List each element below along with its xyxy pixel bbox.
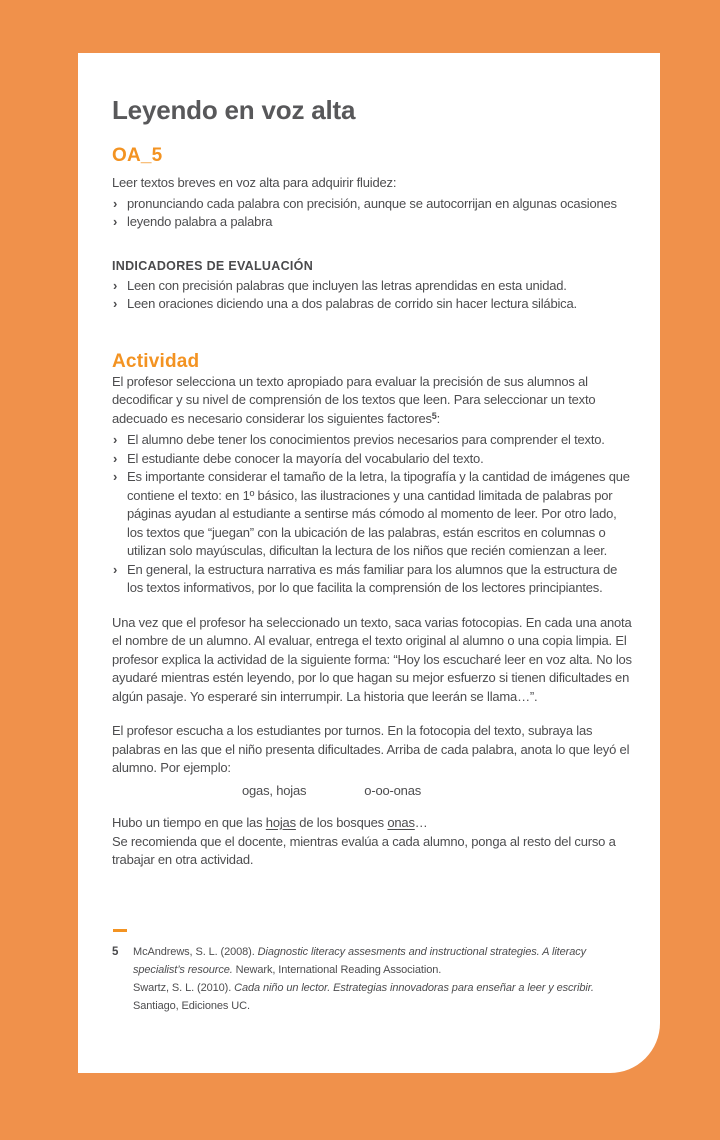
actividad-paragraph-2: El profesor escucha a los estudiantes por turnos. En la fotocopia del texto, subraya las palabras en las que el niño presenta dificultades. Arriba de cada palabra, anota lo que leyó el alumno. Por ejemplo: <box>112 723 630 775</box>
bullet-item <box>112 450 633 469</box>
sample-sentence <box>112 814 633 833</box>
bullet-item <box>112 295 633 314</box>
reference-publisher: Newark, International Reading Association. <box>232 964 442 976</box>
sample-underlined-word: onas <box>387 815 415 830</box>
actividad-intro-colon: : <box>436 410 441 426</box>
bullet-icon: › <box>113 296 118 311</box>
bullet-icon: › <box>113 561 118 577</box>
bullet-icon: › <box>113 432 118 447</box>
indicadores-bullet-list <box>112 277 633 314</box>
bullet-text: El estudiante debe conocer la mayoría del vocabulario del texto. <box>127 450 484 466</box>
reference-title: Diagnostic literacy assesments and instructional strategies. A literacy specialist’s resource. <box>133 946 587 976</box>
bullet-icon: › <box>113 195 118 211</box>
bullet-icon: › <box>113 277 118 293</box>
bullet-text: En general, la estructura narrativa es más familiar para los alumnos que la estructura de los textos informativos, por lo que facilita la comprensión de los lectores principiantes. <box>127 561 618 595</box>
actividad-paragraph-3: Se recomienda que el docente, mientras evalúa a cada alumno, ponga al resto del curso a trabajar en otra actividad. <box>112 833 616 867</box>
sample-text: … <box>414 815 428 830</box>
document-page <box>78 53 660 1073</box>
actividad-bullet-list <box>112 431 633 598</box>
footnote-reference-2 <box>133 979 633 1015</box>
bullet-text: El alumno debe tener los conocimientos previos necesarios para comprender el texto. <box>127 432 605 447</box>
footnote-reference-marker: 5 <box>431 410 437 421</box>
bullet-item <box>112 431 633 450</box>
example-line <box>112 782 633 801</box>
bullet-text: Leen con precisión palabras que incluyen las letras aprendidas en esta unidad. <box>127 277 567 293</box>
oa-heading: OA_5 <box>112 145 163 166</box>
actividad-paragraph-1: Una vez que el profesor ha seleccionado un texto, saca varias fotocopias. En cada una anota el nombre de un alumno. Al evaluar, entrega el texto original al alumno o una copia limpia. El profesor explica la actividad de la siguiente forma: “Hoy los escucharé leer en voz alta. No los ayudaré mientras estén leyendo, por lo que hagan su mejor esfuerzo si tienen dificultades en algún pasaje. Yo esperaré sin interrumpir. La historia que leerán se llama…”. <box>112 614 632 704</box>
bullet-text: Es importante considerar el tamaño de la letra, la tipografía y la cantidad de imágenes que contiene el texto: en 1º básico, las ilustraciones y una cantidad limitada de palabras por páginas ayudan al estudiante a sentirse más cómodo al momento de leer. Por otro lado, los textos que “juegan” con la ubicación de las palabras, están escritos en columnas o utilizan solo mayúsculas, dificultan la lectura de los niños que recién comienzan a leer. <box>127 469 630 558</box>
indicadores-heading: INDICADORES DE EVALUACIÓN <box>112 258 314 273</box>
bullet-item <box>112 561 633 598</box>
bullet-item <box>112 468 633 561</box>
bullet-text: leyendo palabra a palabra <box>127 214 273 229</box>
footnote-row <box>112 943 633 1015</box>
bullet-icon: › <box>113 469 118 484</box>
reference-author: McAndrews, S. L. (2008). <box>133 946 258 958</box>
bullet-icon: › <box>113 214 118 229</box>
sample-text: Hubo un tiempo en que las <box>112 815 266 830</box>
footnote-divider <box>113 929 127 932</box>
document-content <box>78 53 660 870</box>
bullet-item <box>112 277 633 296</box>
example-word-left: ogas, hojas <box>242 782 307 798</box>
actividad-heading: Actividad <box>112 350 200 372</box>
sample-text: de los bosques <box>295 815 388 830</box>
footnote-reference-1 <box>133 943 633 979</box>
reference-publisher: Santiago, Ediciones UC. <box>133 1000 250 1012</box>
bullet-icon: › <box>113 450 118 466</box>
reference-title: Cada niño un lector. Estrategias innovadoras para enseñar a leer y escribir. <box>234 982 594 994</box>
actividad-intro-text: El profesor selecciona un texto apropiado para evaluar la precisión de sus alumnos al decodificar y su nivel de comprensión de los textos que leen. Para seleccionar un texto adecuado es necesario considerar los siguientes factores <box>112 373 596 426</box>
sample-underlined-word: hojas <box>265 815 296 830</box>
page-title: Leyendo en voz alta <box>112 95 356 125</box>
bullet-item <box>112 195 633 214</box>
example-word-right: o-oo-onas <box>364 782 422 798</box>
actividad-intro <box>112 373 633 430</box>
oa-bullet-list <box>112 195 633 232</box>
bullet-text: pronunciando cada palabra con precisión, aunque se autocorrijan en algunas ocasiones <box>127 195 617 211</box>
bullet-item <box>112 213 633 232</box>
bullet-text: Leen oraciones diciendo una a dos palabras de corrido sin hacer lectura silábica. <box>127 296 577 311</box>
oa-intro: Leer textos breves en voz alta para adquirir fluidez: <box>112 175 397 190</box>
footnote-number: 5 <box>112 946 119 958</box>
footnote <box>112 929 633 1015</box>
footnote-text <box>133 943 633 1015</box>
reference-author: Swartz, S. L. (2010). <box>133 982 235 994</box>
